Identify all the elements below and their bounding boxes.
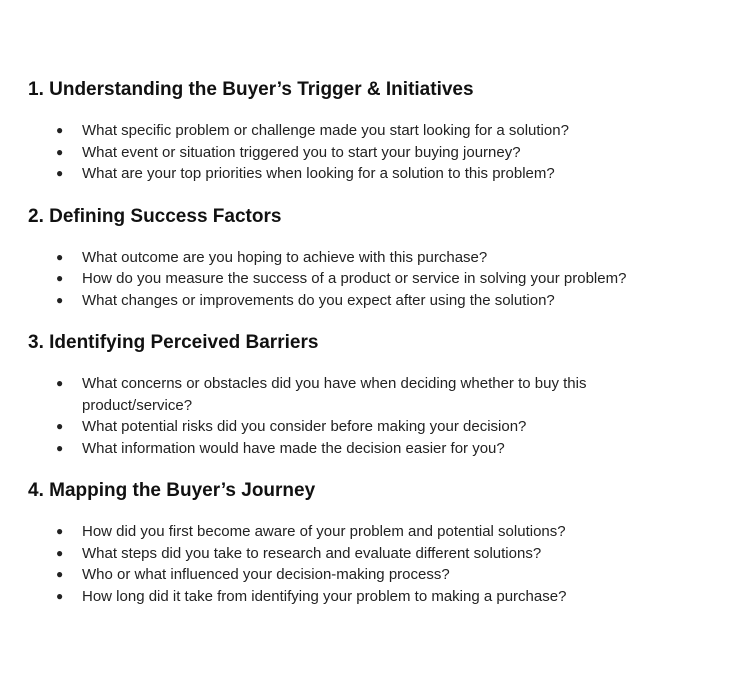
- list-item-text: How did you first become aware of your problem and potential solutions?: [82, 523, 566, 540]
- document-body: [28, 78, 718, 627]
- list-item: [28, 120, 718, 142]
- question-list: [28, 521, 718, 607]
- list-item: [28, 247, 718, 269]
- section-heading: 2. Defining Success Factors: [28, 205, 282, 227]
- question-list: [28, 247, 718, 312]
- list-item: [28, 543, 718, 565]
- bullet-icon: ●: [56, 271, 64, 285]
- list-item: [28, 564, 718, 586]
- list-item: [28, 163, 718, 185]
- section-buyer-journey: [28, 479, 718, 607]
- list-item-text: What information would have made the decision easier for you?: [82, 439, 505, 457]
- list-item-text: How long did it take from identifying your problem to making a purchase?: [82, 587, 567, 605]
- section-buyer-trigger: [28, 78, 718, 185]
- list-item-text: What are your top priorities when looking for a solution to this problem?: [82, 165, 555, 182]
- bullet-icon: ●: [56, 292, 64, 307]
- list-item: [28, 586, 718, 608]
- bullet-icon: ●: [56, 376, 64, 390]
- section-heading: 4. Mapping the Buyer’s Journey: [28, 480, 316, 501]
- section-heading: 1. Understanding the Buyer’s Trigger & Initiatives: [28, 79, 474, 100]
- list-item-text: Who or what influenced your decision-making process?: [82, 566, 450, 583]
- bullet-icon: ●: [56, 419, 64, 433]
- bullet-icon: ●: [56, 166, 64, 180]
- question-list: [28, 373, 718, 459]
- bullet-icon: ●: [56, 440, 64, 455]
- list-item-text: What specific problem or challenge made you start looking for a solution?: [82, 122, 569, 139]
- list-item-text: What potential risks did you consider before making your decision?: [82, 418, 527, 435]
- list-item-text: How do you measure the success of a product or service in solving your problem?: [82, 270, 627, 287]
- list-item-text: What steps did you take to research and evaluate different solutions?: [82, 544, 542, 562]
- section-heading: 3. Identifying Perceived Barriers: [28, 332, 319, 353]
- list-item-text: What changes or improvements do you expect after using the solution?: [82, 291, 555, 309]
- bullet-icon: ●: [56, 567, 64, 581]
- list-item-text: What outcome are you hoping to achieve with this purchase?: [82, 248, 488, 266]
- list-item: [28, 290, 718, 312]
- bullet-icon: ●: [56, 545, 64, 560]
- section-success-factors: [28, 205, 718, 312]
- list-item: [28, 438, 718, 460]
- bullet-icon: ●: [56, 144, 64, 159]
- list-item: [28, 373, 718, 416]
- list-item: [28, 416, 718, 438]
- list-item: [28, 142, 718, 164]
- list-item-text: What concerns or obstacles did you have when deciding whether to buy this product/service?: [82, 375, 587, 414]
- list-item-text: What event or situation triggered you to start your buying journey?: [82, 143, 521, 161]
- bullet-icon: ●: [56, 524, 64, 538]
- list-item: [28, 268, 718, 290]
- bullet-icon: ●: [56, 123, 64, 137]
- bullet-icon: ●: [56, 588, 64, 603]
- bullet-icon: ●: [56, 249, 64, 264]
- list-item: [28, 521, 718, 543]
- section-perceived-barriers: [28, 331, 718, 459]
- question-list: [28, 120, 718, 185]
